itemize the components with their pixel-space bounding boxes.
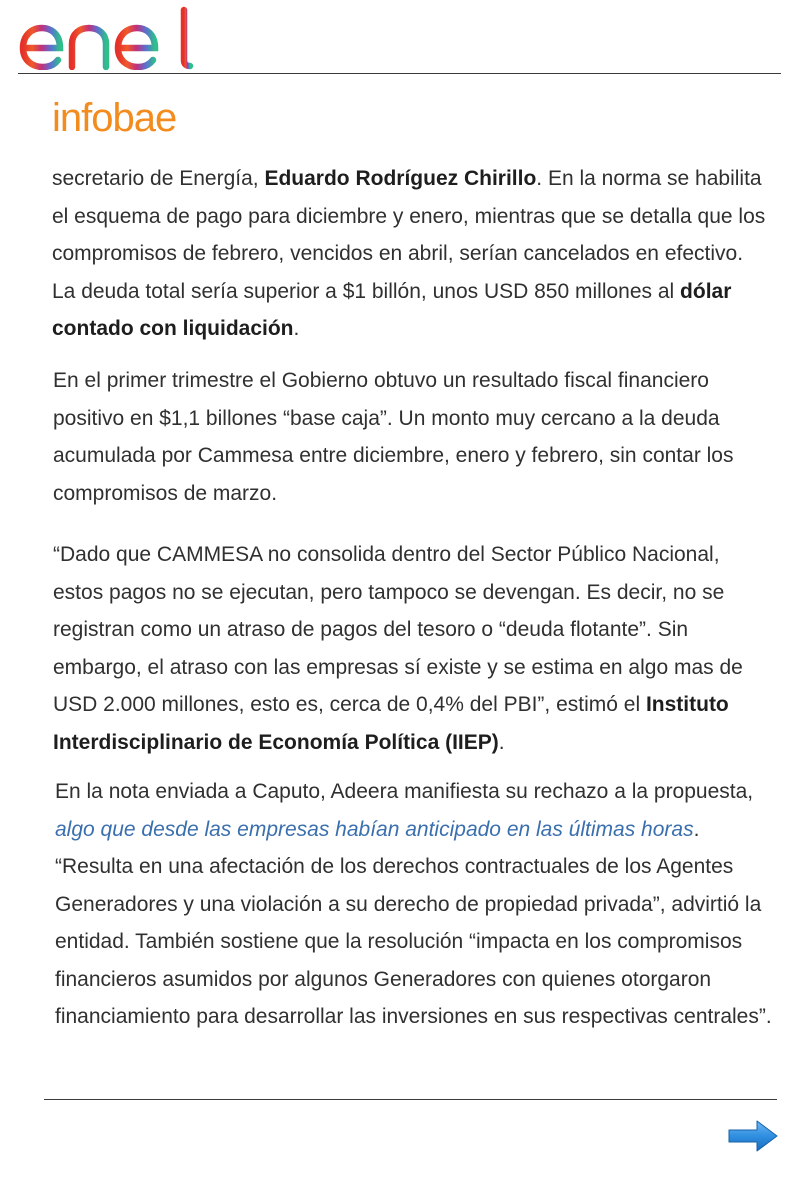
footer-divider <box>44 1099 777 1100</box>
bold-name: Eduardo Rodríguez Chirillo <box>264 167 537 190</box>
paragraph-1: secretario de Energía, Eduardo Rodríguez Chirillo. En la norma se habilita el esquema de pago para diciembre y enero, mientras que se detalla que los compromisos de febrero, vencidos en abril, serían cancelados en efectivo. La deuda total sería superior a $1 billón, unos USD 850 millones al dólar contado con liquidación. <box>52 167 766 340</box>
source-logo: infobae <box>52 96 177 140</box>
paragraph-2: En el primer trimestre el Gobierno obtuvo un resultado fiscal financiero positivo en $1,1 billones “base caja”. Un monto muy cercano a la deuda acumulada por Cammesa entre diciembre, enero y febrero, sin contar los compromisos de marzo. <box>53 369 734 505</box>
paragraph-3: “Dado que CAMMESA no consolida dentro del Sector Público Nacional, estos pagos no se ejecutan, pero tampoco se devengan. Es decir, no se registran como un atraso de pagos del tesoro o “deuda flotante”. Sin embargo, el atraso con las empresas sí existe y se estima en algo mas de USD 2.000 millones, esto es, cerca de 0,4% del PBI”, estimó el Instituto Interdisciplinario de Economía Política (IIEP). <box>53 543 743 754</box>
right-arrow-icon[interactable] <box>727 1118 779 1154</box>
header-divider <box>18 73 781 74</box>
bold-institute: Instituto Interdisciplinario de Economía Política (IIEP) <box>53 693 729 754</box>
enel-logo <box>18 4 198 70</box>
article-link[interactable]: algo que desde las empresas habían anticipado en las últimas horas <box>55 817 694 841</box>
paragraph-4: En la nota enviada a Caputo, Adeera manifiesta su rechazo a la propuesta, algo que desde las empresas habían anticipado en las últimas horas. “Resulta en una afectación de los derechos contractuales de los Agentes Generadores y una violación a su derecho de propiedad privada”, advirtió la entidad. También sostiene que la resolución “impacta en los compromisos financieros asumidos por algunos Generadores con quienes otorgaron financiamiento para desarrollar las inversiones en sus respectivas centrales”. <box>55 780 772 1028</box>
header <box>0 0 800 78</box>
bold-term: dólar contado con liquidación <box>52 279 732 340</box>
